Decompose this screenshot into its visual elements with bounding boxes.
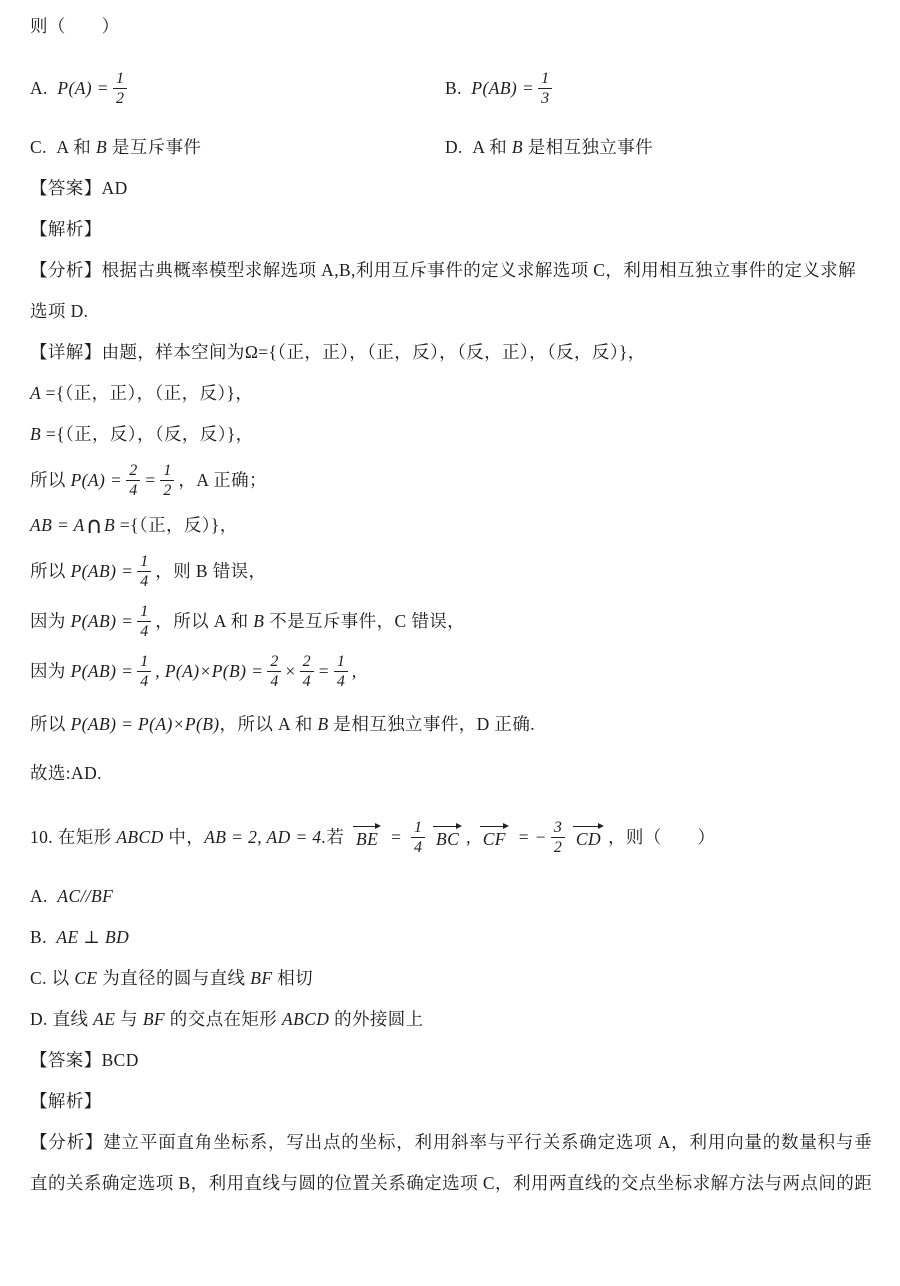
- text-segment: 【答案】BCD: [30, 1050, 139, 1070]
- fraction-numerator: 3: [553, 819, 562, 837]
- math-segment: ABCD: [116, 827, 169, 847]
- math-segment: ABCD: [281, 1009, 335, 1029]
- math-segment: ,: [466, 827, 476, 847]
- roman-segment: A.: [30, 78, 58, 98]
- text-segment: ，A 正确；: [178, 470, 267, 490]
- q9-detail-pab: [30, 546, 872, 596]
- math-segment: P(AB) = P(A)×P(B): [70, 714, 220, 734]
- text-segment: 选项 D.: [30, 301, 89, 321]
- text-segment: ={（正，正），（正，反），（反，正），（反，反）}，: [258, 342, 646, 362]
- text-segment: 【解析】: [30, 219, 102, 239]
- text-segment: 为直径的圆与直线: [102, 968, 251, 988]
- math-segment: =: [385, 827, 407, 847]
- math-segment: = −: [512, 827, 547, 847]
- text-segment: ，所以 A 和: [155, 611, 254, 631]
- roman-segment: Ω: [244, 342, 259, 362]
- roman-segment: C.: [30, 968, 52, 988]
- math-segment: CE: [74, 968, 103, 988]
- text-segment: 因为: [30, 661, 71, 681]
- text-segment: 不是互斥事件，C 错误，: [269, 611, 466, 631]
- q10-option-a: [30, 876, 872, 917]
- math-segment: P(AB) =: [70, 661, 134, 681]
- q10-answer: [30, 1040, 872, 1081]
- roman-segment: A.: [30, 886, 58, 906]
- math-segment: BF: [250, 968, 278, 988]
- fraction-numerator: 1: [140, 653, 149, 671]
- fraction-denominator: 2: [160, 480, 174, 500]
- intersection-symbol: ∩: [85, 513, 103, 539]
- math-segment: =: [144, 470, 157, 490]
- fraction: [411, 818, 425, 857]
- q9-detail-set-b: [30, 414, 872, 455]
- q9-detail-set-a: [30, 373, 872, 414]
- text-segment: 10. 在矩形: [30, 827, 117, 847]
- q9-detail-option-c: [30, 596, 872, 646]
- q9-answer: [30, 168, 872, 209]
- math-segment: P(A) =: [70, 470, 123, 490]
- fraction: [113, 69, 127, 108]
- text-segment: 【分析】建立平面直角坐标系，写出点的坐标，利用斜率与平行关系确定选项 A，利用向量的数量积与垂: [30, 1132, 872, 1152]
- text-segment: 因为: [30, 611, 71, 631]
- math-segment: A: [30, 383, 46, 403]
- math-segment: P(AB) =: [70, 611, 134, 631]
- text-segment: 相切: [277, 968, 314, 988]
- fraction-numerator: 1: [116, 70, 124, 88]
- fraction-denominator: 4: [334, 671, 348, 691]
- document-body: [30, 6, 872, 1204]
- fraction-denominator: 4: [411, 837, 425, 857]
- fraction-denominator: 3: [538, 88, 552, 108]
- math-segment: B: [253, 611, 270, 631]
- fraction-denominator: 4: [300, 671, 314, 691]
- fraction: [300, 652, 314, 691]
- text-segment: 则（ ）: [30, 16, 120, 36]
- math-segment: AE: [56, 927, 79, 947]
- math-segment: B: [103, 515, 120, 535]
- math-segment: B: [95, 137, 112, 157]
- q10-option-d: [30, 999, 872, 1040]
- q10-stem: [30, 812, 872, 862]
- q9-options-ab: [30, 63, 872, 113]
- fraction-numerator: 2: [302, 653, 311, 671]
- text-segment: ={（正，正），（正，反）}，: [45, 383, 254, 403]
- math-segment: P(AB) =: [471, 78, 535, 98]
- text-segment: 和: [73, 137, 96, 157]
- q9-detail-independence-calc: [30, 646, 872, 696]
- option-column: [30, 63, 445, 113]
- q9-detail-pa: [30, 455, 872, 505]
- q10-analysis-line2: [30, 1163, 872, 1204]
- text-segment: 直线: [52, 1009, 94, 1029]
- roman-segment: D.: [30, 1009, 53, 1029]
- fraction-denominator: 4: [137, 621, 151, 641]
- text-segment: 的外接圆上: [334, 1009, 424, 1029]
- fraction-numerator: 1: [414, 819, 422, 837]
- math-segment: B: [511, 137, 528, 157]
- fraction-denominator: 4: [126, 480, 140, 500]
- roman-segment: C. A: [30, 137, 74, 157]
- text-segment: 是相互独立事件，D 正确.: [333, 714, 536, 734]
- vector-with-arrow: BC: [433, 821, 462, 849]
- fraction: [137, 552, 151, 591]
- text-segment: 若: [326, 827, 350, 847]
- fraction: [137, 602, 151, 641]
- text-segment: 所以: [30, 561, 71, 581]
- fraction-denominator: 4: [137, 671, 151, 691]
- fraction-denominator: 2: [551, 837, 565, 857]
- text-segment: 中，: [168, 827, 205, 847]
- fraction-numerator: 2: [270, 653, 279, 671]
- option-column: [30, 127, 445, 168]
- text-segment: 【答案】AD: [30, 178, 128, 198]
- text-segment: 【分析】根据古典概率模型求解选项 A,B,利用互斥事件的定义求解选项 C，利用相互独立事件的定义求解: [30, 260, 856, 280]
- q10-option-c: [30, 958, 872, 999]
- q10-analysis-header: [30, 1081, 872, 1122]
- q10-option-b: [30, 917, 872, 958]
- math-segment: P(AB) =: [70, 561, 134, 581]
- text-segment: ,: [351, 661, 357, 681]
- fraction-numerator: 1: [140, 603, 149, 621]
- fraction-numerator: 2: [129, 462, 138, 480]
- q9-final-choice: [30, 753, 872, 794]
- text-segment: 所以: [30, 470, 71, 490]
- fraction: [126, 461, 140, 500]
- text-segment: 故选:AD.: [30, 763, 102, 783]
- fraction: [137, 652, 151, 691]
- fraction: [160, 461, 174, 500]
- math-segment: =: [317, 661, 330, 681]
- fraction-numerator: 1: [163, 462, 172, 480]
- math-segment: P(A) =: [57, 78, 109, 98]
- fraction: [551, 818, 565, 857]
- roman-segment: B.: [30, 927, 57, 947]
- math-segment: AE: [93, 1009, 121, 1029]
- text-segment: ⊥: [78, 927, 106, 947]
- vector-with-arrow: CD: [573, 821, 604, 849]
- fraction: [267, 652, 281, 691]
- math-segment: AC//BF: [57, 886, 114, 906]
- fraction: [334, 652, 348, 691]
- text-segment: 是相互独立事件: [527, 137, 654, 157]
- q10-analysis-line1: [30, 1122, 872, 1163]
- text-segment: 【解析】: [30, 1091, 102, 1111]
- math-segment: BF: [142, 1009, 170, 1029]
- text-segment: 以: [51, 968, 75, 988]
- math-segment: , P(A)×P(B) =: [155, 661, 264, 681]
- math-segment: BD: [105, 927, 130, 947]
- fraction-numerator: 1: [140, 553, 149, 571]
- q9-analysis-header: [30, 209, 872, 250]
- text-segment: ×: [285, 661, 296, 681]
- math-segment: AB = A: [30, 515, 85, 535]
- text-segment: ，则（ ）: [608, 827, 716, 847]
- option-column: [445, 63, 872, 113]
- vector-with-arrow: BE: [353, 821, 381, 849]
- option-column: [445, 127, 872, 168]
- text-segment: 和: [489, 137, 512, 157]
- text-segment: 所以: [30, 714, 71, 734]
- math-segment: AB = 2, AD = 4.: [204, 827, 327, 847]
- text-segment: ，则 B 错误，: [155, 561, 267, 581]
- math-segment: B: [30, 424, 46, 444]
- math-segment: B: [317, 714, 334, 734]
- q9-detail-sample-space: [30, 332, 872, 373]
- text-segment: 【详解】由题，样本空间为: [30, 342, 245, 362]
- q9-options-cd: [30, 127, 872, 168]
- text-segment: ={（正，反），（反，反）}，: [45, 424, 254, 444]
- fraction-numerator: 1: [541, 70, 550, 88]
- fraction-denominator: 4: [137, 571, 151, 591]
- text-segment: 与: [120, 1009, 143, 1029]
- q9-analysis-line2: [30, 291, 872, 332]
- text-segment: ={（正，反）}，: [119, 515, 238, 535]
- text-segment: 是互斥事件: [111, 137, 202, 157]
- fraction-denominator: 4: [267, 671, 281, 691]
- vector-with-arrow: CF: [480, 821, 509, 849]
- text-segment: 的交点在矩形: [169, 1009, 282, 1029]
- q9-detail-ab-set: [30, 505, 872, 546]
- fraction: [538, 69, 552, 108]
- fraction-numerator: 1: [336, 653, 345, 671]
- text-segment: 直的关系确定选项 B，利用直线与圆的位置关系确定选项 C，利用两直线的交点坐标求解方法与两点间的距: [30, 1173, 872, 1193]
- text-segment: ，所以 A 和: [219, 714, 318, 734]
- roman-segment: B.: [445, 78, 472, 98]
- q9-detail-option-d: [30, 704, 872, 745]
- roman-segment: D. A: [445, 137, 490, 157]
- q9-stem-tail: [30, 6, 872, 47]
- fraction-denominator: 2: [113, 88, 127, 108]
- q9-analysis-line1: [30, 250, 872, 291]
